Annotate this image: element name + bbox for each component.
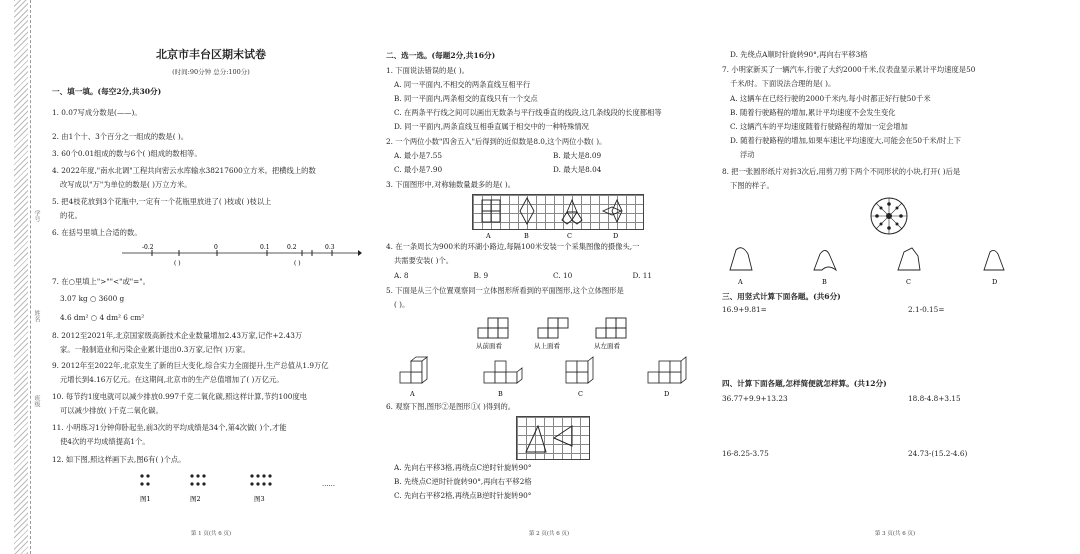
cut-shapes-options: [722, 240, 1062, 288]
svg-text:( ): ( ): [294, 260, 301, 267]
choice-1-a: A. 同一平面内,不相交的两条直线互相平行: [394, 80, 531, 89]
binding-label-id: 学号: [33, 210, 40, 222]
choice-6: 6. 观察下图,图形②是图形①( )得到的。: [386, 402, 516, 411]
choice-5-line1: 5. 下面是从三个位置观察同一立体图形所看到的平面图形,这个立体图形是: [386, 286, 624, 295]
calc-5: 16-8.25-3.75: [722, 449, 769, 458]
choice-7-a: A. 这辆车在已经行驶的2000千米内,每小时都正好行驶50千米: [730, 94, 931, 103]
sym-opt-b: B: [524, 232, 529, 240]
binding-label-name: 姓名: [33, 310, 40, 322]
question-7a: 3.07 kg ○ 3600 g: [60, 294, 125, 303]
choice-4-line1: 4. 在一条周长为900米的环湖小路边,每隔100米安装一个采集图像的摄像头,一: [386, 242, 640, 251]
choice-4-d: D. 11: [632, 271, 653, 280]
choice-8-line2: 下图的样子。: [730, 181, 774, 190]
svg-text:( ): ( ): [174, 260, 181, 267]
choice-7-line1: 7. 小明家新买了一辆汽车,行驶了大约2000千米,仪表盘显示累计平均速度是50: [722, 65, 976, 74]
choice-7-b: B. 随着行驶路程的增加,累计平均速度不会发生变化: [730, 108, 896, 117]
choice-5-line2: ( )。: [394, 300, 410, 309]
choice-2-d: D. 最大是8.04: [553, 165, 602, 174]
question-9-line2: 元增长到4.16万亿元。在这期间,北京市的生产总值增加了( )万亿元。: [60, 375, 284, 384]
question-10-line2: 可以减少排放( )千克二氧化碳。: [60, 406, 163, 415]
choice-2-a: A. 最小是7.55: [394, 151, 443, 160]
choice-4-b: B. 9: [473, 271, 489, 280]
solid-opt-d: D: [664, 390, 670, 398]
question-1: 1. 0.07写成分数是(——)。: [52, 108, 142, 117]
cube-solids: [386, 352, 706, 400]
page-2-footer: 第 2 页(共 6 页): [528, 530, 570, 537]
calc-3: 36.77+9.9+13.23: [722, 394, 788, 403]
choice-1-b: B. 同一平面内,两条相交的直线只有一个交点: [394, 94, 538, 103]
sym-opt-c: C: [567, 232, 572, 240]
question-8-line1: 8. 2012至2021年,北京国家级高新技术企业数量增加2.43万家,记作+2.43万: [52, 331, 303, 340]
binding-strip: [0, 0, 46, 554]
fig-label-3: 图3: [254, 495, 265, 503]
question-6: 6. 在括号里填上合适的数。: [52, 228, 142, 237]
section-2-heading: 二、选一选。(每题2分,共16分): [386, 51, 496, 60]
question-9-line1: 9. 2012年至2022年,北京发生了新的巨大变化,综合实力全面提升,生产总值从1.9万亿: [52, 361, 329, 370]
question-11-line2: 使4次的平均成绩提高1个。: [60, 437, 150, 446]
choice-6-d: D. 先绕点A顺时针旋转90°,再向右平移3格: [730, 50, 868, 59]
choice-2-options-row1: [394, 151, 712, 162]
choice-7-d-line1: D. 随着行驶路程的增加,如果车速比平均速度大,可能会在50千米/时上下: [730, 136, 961, 145]
fig-label-1: 图1: [140, 495, 151, 503]
cut-opt-d: D: [992, 278, 998, 286]
section-4-heading: 四、计算下面各题,怎样简便就怎样算。(共12分): [722, 379, 887, 388]
choice-1: 1. 下面说法错误的是( )。: [386, 66, 469, 75]
choice-7-d-line2: 浮动: [740, 150, 755, 159]
exam-title: 北京市丰台区期末试卷: [156, 48, 266, 61]
question-8-line2: 家。一般制造业和污染企业累计退出0.3万家,记作( )万家。: [60, 345, 250, 354]
solid-opt-c: C: [578, 390, 583, 398]
choice-2: 2. 一个两位小数"四舍五入"后得到的近似数是8.0,这个两位小数( )。: [386, 137, 607, 146]
binding-cut-line: [30, 0, 31, 554]
dot-pattern-figures: [132, 470, 372, 506]
rotation-figures: [516, 416, 590, 460]
page-3-footer: 第 3 页(共 6 页): [874, 530, 916, 537]
page-3: [722, 0, 1068, 554]
numline-label-03: 0.3: [325, 244, 335, 251]
choice-7-c: C. 这辆汽车的平均速度随着行驶路程的增加一定会增加: [730, 122, 908, 131]
section-1-heading: 一、填一填。(每空2分,共30分): [52, 87, 162, 96]
section-3-heading: 三、用竖式计算下面各题。(共6分): [722, 292, 841, 301]
choice-2-options-row2: [394, 165, 712, 176]
fig-label-2: 图2: [190, 495, 201, 503]
question-5-line1: 5. 把4枝花放到3个花瓶中,一定有一个花瓶里放进了( )枝或( )枝以上: [52, 197, 272, 206]
calc-6: 24.73-(15.2-4.6): [908, 449, 968, 458]
choice-3: 3. 下面图形中,对称轴数量最多的是( )。: [386, 180, 516, 189]
question-12: 12. 如下图,照这样画下去,图6有( )个点。: [52, 455, 186, 464]
choice-4-options: [394, 271, 712, 282]
choice-4-c: C. 10: [553, 271, 573, 280]
choice-6-a: A. 先向右平移3格,再绕点C逆时针旋转90°: [394, 463, 532, 472]
question-7: 7. 在○里填上">""<"或"="。: [52, 277, 150, 286]
numline-label-01: 0.1: [260, 244, 270, 251]
binding-hatch: [14, 0, 28, 554]
three-views: [476, 314, 706, 354]
question-7b: 4.6 dm² ○ 4 dm² 6 cm²: [60, 313, 145, 322]
choice-7-line2: 千米/时。下面说法合理的是( )。: [730, 79, 836, 88]
binding-label-class: 班级: [33, 395, 40, 407]
question-5-line2: 的花。: [60, 211, 82, 220]
symmetry-figures: [472, 194, 644, 244]
question-11-line1: 11. 小明练习1分钟仰卧起坐,前3次的平均成绩是34个,第4次做( )个,才能: [52, 423, 287, 432]
view-left: 从左面看: [594, 342, 620, 350]
view-top: 从上面看: [534, 342, 560, 350]
choice-1-d: D. 同一平面内,两条直线互相垂直属于相交中的一种特殊情况: [394, 122, 589, 131]
question-2: 2. 由1个十、3个百分之一组成的数是( )。: [52, 132, 189, 141]
question-3: 3. 60个0.01组成的数与6个( )组成的数相等。: [52, 149, 202, 158]
choice-2-b: B. 最大是8.09: [553, 151, 602, 160]
choice-6-b: B. 先绕点C逆时针旋转90°,再向右平移2格: [394, 477, 532, 486]
question-4-line1: 4. 2022年度,"南水北调"工程共向密云水库输水38217600立方米。把横线上的数: [52, 166, 316, 175]
number-line: [122, 243, 362, 269]
choice-4-line2: 共需要安装( )个。: [394, 256, 454, 265]
sym-opt-d: D: [613, 232, 619, 240]
cut-opt-c: C: [906, 278, 911, 286]
question-4-line2: 改写成以"万"为单位的数是( )万立方米。: [60, 180, 192, 189]
calc-4: 18.8-4.8+3.15: [908, 394, 961, 403]
page-2: [386, 0, 712, 554]
solid-opt-b: B: [498, 390, 503, 398]
numline-label-02: 0.2: [287, 244, 297, 251]
calc-1: 16.9+9.81=: [722, 305, 767, 314]
solid-opt-a: A: [410, 390, 415, 398]
calc-2: 2.1-0.15=: [908, 305, 945, 314]
numline-label-0: 0: [214, 244, 218, 251]
cut-opt-a: A: [738, 278, 743, 286]
page-1-footer: 第 1 页(共 6 页): [190, 530, 232, 537]
folded-circle-figure: [864, 196, 914, 236]
fig-ellipsis: ……: [322, 480, 335, 488]
choice-2-c: C. 最小是7.90: [394, 165, 443, 174]
question-10-line1: 10. 每节约1度电就可以减少排放0.997千克二氧化碳,照这样计算,节约100度电: [52, 392, 308, 401]
numline-label-neg02: -0.2: [142, 244, 154, 251]
view-front: 从前面看: [476, 342, 502, 350]
choice-8-line1: 8. 把一张圆形纸片对折3次后,用剪刀剪下两个不同形状的小块,打开( )后是: [722, 167, 961, 176]
exam-subtitle: (时间:90分钟 总分:100分): [172, 67, 250, 76]
choice-1-c: C. 在两条平行线之间可以画出无数条与平行线垂直的线段,这几条线段的长度都相等: [394, 108, 662, 117]
page-1: [52, 0, 370, 554]
cut-opt-b: B: [822, 278, 827, 286]
sym-opt-a: A: [486, 232, 491, 240]
choice-4-a: A. 8: [394, 271, 409, 280]
choice-6-c: C. 先向右平移2格,再绕点B逆时针旋转90°: [394, 491, 532, 500]
